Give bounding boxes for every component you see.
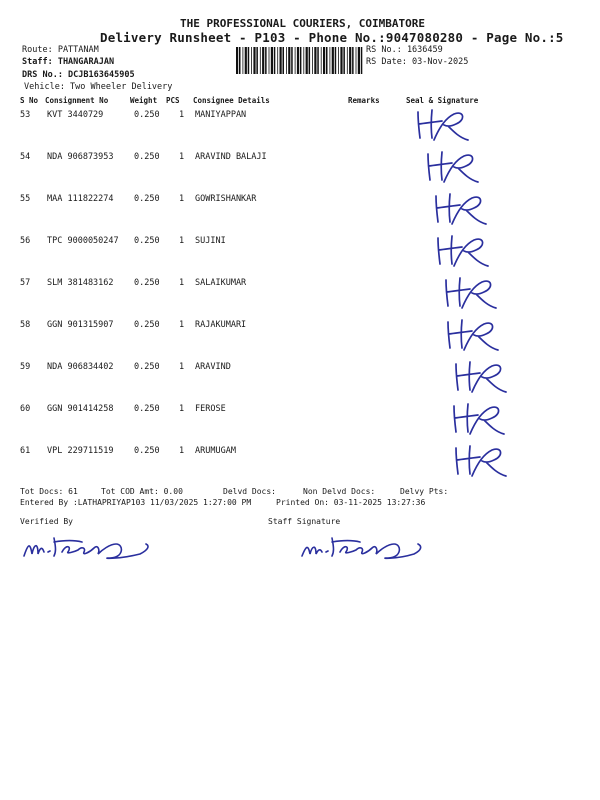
entered-by: Entered By :LATHAPRIYAP103 11/03/2025 1:27:00 PM [20,498,252,507]
col-weight: Weight [130,96,158,105]
seal-stroke [456,362,506,392]
non-delivered-docs: Non Delvd Docs: [303,487,376,496]
seal-signature-mark [448,400,510,440]
row-sno: 60 [20,404,31,414]
route-label: Route: PATTANAM [22,45,99,55]
seal-stroke [436,194,486,224]
barcode-bar [332,47,334,74]
delivered-docs: Delvd Docs: [223,487,276,496]
runsheet-title: Delivery Runsheet - P103 - Phone No.:9047080280 - Page No.:5 [100,30,564,45]
barcode-bar [286,47,287,74]
row-weight: 0.250 [134,404,160,414]
barcode-bar [335,47,337,74]
col-remarks: Remarks [348,96,380,105]
seal-signature-mark [450,442,512,482]
col-consignment: Consignment No [45,96,109,105]
seal-signature-mark [432,232,494,272]
barcode-bar [274,47,276,74]
row-consignment: KVT 3440729 [47,110,104,120]
row-consignee: FEROSE [195,404,226,414]
barcode-bar [239,47,241,74]
table-row [0,152,600,192]
seal-stroke [448,320,498,350]
row-consignment: TPC 9000050247 [47,236,119,246]
barcode-bar [347,47,348,74]
seal-signature-mark [442,316,504,356]
delivery-points: Delvy Pts: [400,487,449,496]
company-name: THE PROFESSIONAL COURIERS, COIMBATORE [180,17,426,30]
barcode-bar [256,47,258,74]
row-consignee: ARAVIND BALAJI [195,152,267,162]
barcode-bar [253,47,255,74]
row-sno: 58 [20,320,31,330]
barcode-bar [291,47,293,74]
barcode-bar [323,47,325,74]
row-consignment: VPL 229711519 [47,446,114,456]
staff-signature-label: Staff Signature [268,517,341,526]
row-pcs: 1 [179,362,185,372]
col-sno: S No [20,96,39,105]
seal-stroke [454,404,504,434]
row-consignment: GGN 901315907 [47,320,114,330]
barcode-bar [271,47,273,74]
barcode-bar [262,47,264,74]
row-sno: 54 [20,152,31,162]
row-sno: 61 [20,446,31,456]
barcode-bar [314,47,316,74]
col-seal-signature: Seal & Signature [406,96,479,105]
row-weight: 0.250 [134,236,160,246]
barcode-bar [300,47,302,74]
barcode-bar [340,47,342,74]
barcode-bar [236,47,238,74]
barcode-bar [288,47,290,74]
seal-signature-mark [412,106,474,146]
row-sno: 53 [20,110,31,120]
row-consignee: SUJINI [195,236,226,246]
barcode-bar [243,47,244,74]
barcode-bar [245,47,247,74]
row-consignee: ARUMUGAM [195,446,236,456]
col-consignee: Consignee Details [193,96,270,105]
barcode-bar [280,47,282,74]
rs-date: RS Date: 03-Nov-2025 [366,57,469,67]
staff-label: Staff: THANGARAJAN [22,57,115,67]
row-pcs: 1 [179,278,185,288]
row-weight: 0.250 [134,362,160,372]
row-pcs: 1 [179,236,185,246]
total-docs: Tot Docs: 61 [20,487,78,496]
row-consignee: GOWRISHANKAR [195,194,257,204]
barcode [236,47,363,74]
barcode-bar [277,47,278,74]
barcode-bar [312,47,313,74]
table-row [0,110,600,150]
row-pcs: 1 [179,404,185,414]
row-weight: 0.250 [134,194,160,204]
row-consignee: RAJAKUMARI [195,320,247,330]
vehicle-label: Vehicle: Two Wheeler Delivery [24,82,173,92]
table-row [0,278,600,318]
row-weight: 0.250 [134,110,160,120]
row-weight: 0.250 [134,152,160,162]
rs-number: RS No.: 1636459 [366,45,443,55]
row-pcs: 1 [179,194,185,204]
barcode-bar [352,47,354,74]
barcode-bar [309,47,311,74]
barcode-bar [349,47,351,74]
row-pcs: 1 [179,110,185,120]
table-row [0,194,600,234]
barcode-bar [317,47,319,74]
table-row [0,320,600,360]
barcode-bar [343,47,345,74]
row-weight: 0.250 [134,278,160,288]
barcode-bar [321,47,322,74]
row-sno: 56 [20,236,31,246]
barcode-bar [283,47,285,74]
row-sno: 55 [20,194,31,204]
verifier-signature [20,530,160,566]
row-consignment: MAA 111822274 [47,194,114,204]
barcode-bar [358,47,360,74]
barcode-bar [265,47,267,74]
barcode-bar [251,47,252,74]
seal-signature-mark [440,274,502,314]
barcode-bar [269,47,270,74]
seal-signature-mark [422,148,484,188]
row-consignee: MANIYAPPAN [195,110,247,120]
barcode-bar [295,47,296,74]
seal-stroke [438,236,488,266]
staff-signature [298,532,428,564]
barcode-bar [260,47,261,74]
row-consignment: NDA 906834402 [47,362,114,372]
barcode-bar [361,47,363,74]
row-sno: 59 [20,362,31,372]
barcode-bar [330,47,331,74]
seal-signature-mark [450,358,512,398]
barcode-bar [297,47,299,74]
barcode-bar [356,47,357,74]
row-consignment: GGN 901414258 [47,404,114,414]
drs-number: DRS No.: DCJB163645905 [22,70,135,80]
row-weight: 0.250 [134,446,160,456]
seal-signature-mark [430,190,492,230]
seal-stroke [428,152,478,182]
row-pcs: 1 [179,446,185,456]
row-pcs: 1 [179,320,185,330]
table-row [0,404,600,444]
col-pcs: PCS [166,96,180,105]
row-weight: 0.250 [134,320,160,330]
verified-by-label: Verified By [20,517,73,526]
barcode-bar [303,47,304,74]
seal-stroke [456,446,506,476]
printed-on: Printed On: 03-11-2025 13:27:36 [276,498,426,507]
row-consignment: SLM 381483162 [47,278,114,288]
seal-stroke [418,110,468,140]
table-row [0,236,600,276]
barcode-bar [338,47,339,74]
total-cod-amount: Tot COD Amt: 0.00 [101,487,183,496]
barcode-bar [326,47,328,74]
row-consignee: SALAIKUMAR [195,278,247,288]
row-consignment: NDA 906873953 [47,152,114,162]
seal-stroke [446,278,496,308]
barcode-bar [306,47,308,74]
barcode-bar [248,47,250,74]
row-pcs: 1 [179,152,185,162]
row-sno: 57 [20,278,31,288]
row-consignee: ARAVIND [195,362,231,372]
